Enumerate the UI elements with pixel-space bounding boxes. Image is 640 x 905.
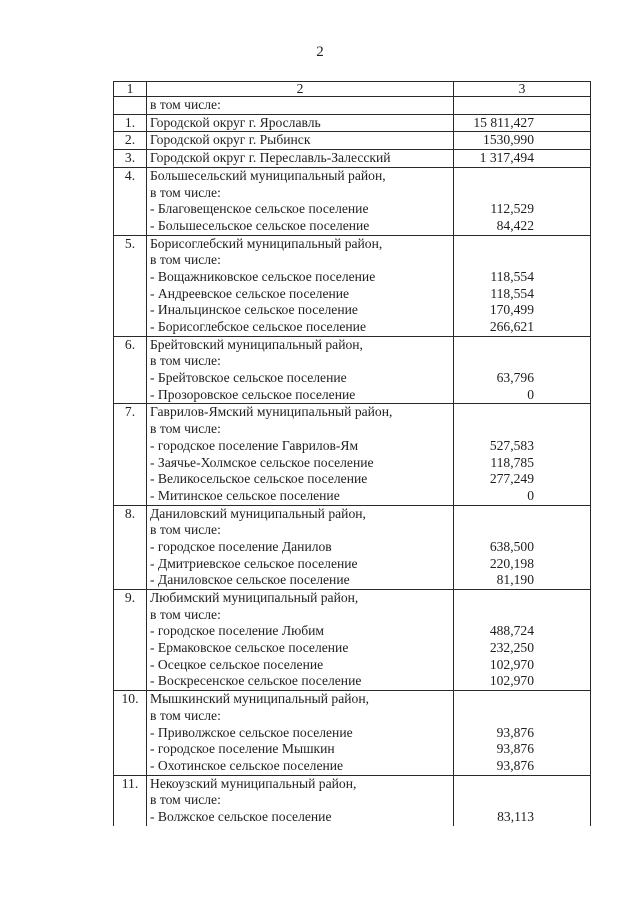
table-row bbox=[114, 114, 591, 132]
row-number: 9. bbox=[114, 590, 147, 691]
row-description bbox=[147, 132, 454, 150]
amount-value: 83,113 bbox=[497, 808, 534, 824]
description-line: в том числе: bbox=[150, 421, 221, 437]
description-line: в том числе: bbox=[150, 606, 221, 622]
table-body bbox=[114, 82, 591, 826]
description-line: - Вощажниковское сельское поселение bbox=[150, 268, 376, 284]
amount-value: 102,970 bbox=[489, 673, 534, 689]
row-number: 10. bbox=[114, 691, 147, 775]
amount-value: 93,876 bbox=[496, 724, 534, 740]
description-line: в том числе: bbox=[150, 252, 221, 268]
table-row bbox=[114, 235, 591, 336]
amount-value bbox=[457, 236, 534, 253]
amount-value: 527,583 bbox=[489, 437, 534, 453]
row-description bbox=[147, 235, 454, 336]
description-line: - Охотинское сельское поселение bbox=[150, 757, 344, 773]
description-line: - Осецкое сельское поселение bbox=[150, 656, 324, 672]
row-description bbox=[147, 114, 454, 132]
row-number: 11. bbox=[114, 775, 147, 826]
row-value bbox=[454, 167, 591, 235]
table-row bbox=[114, 505, 591, 589]
description-line: - городское поселение Мышкин bbox=[150, 741, 335, 757]
amount-value: 84,422 bbox=[496, 217, 534, 233]
header-row bbox=[114, 82, 591, 97]
amount-value: 266,621 bbox=[489, 319, 534, 334]
entity-name: Некоузский муниципальный район, bbox=[150, 775, 357, 791]
amount-value: 112,529 bbox=[490, 201, 534, 217]
budget-table bbox=[113, 81, 591, 826]
table-row bbox=[114, 590, 591, 691]
amount-value bbox=[457, 607, 534, 624]
row-value bbox=[454, 132, 591, 150]
amount-value bbox=[457, 792, 534, 809]
entity-name: Любимский муниципальный район, bbox=[150, 590, 359, 605]
description-line: в том числе: bbox=[150, 792, 221, 808]
description-line: в том числе: bbox=[150, 184, 221, 200]
row-number: 7. bbox=[114, 404, 147, 505]
row-value bbox=[454, 114, 591, 132]
table-row bbox=[114, 691, 591, 775]
amount-value bbox=[457, 506, 534, 523]
row-value bbox=[454, 404, 591, 505]
amount-value: 1 317,494 bbox=[479, 150, 534, 166]
entity-name: Брейтовский муниципальный район, bbox=[150, 336, 363, 352]
description-line: - Волжское сельское поселение bbox=[150, 808, 332, 824]
description-line: - Борисоглебское сельское поселение bbox=[150, 319, 366, 334]
entity-name: Даниловский муниципальный район, bbox=[150, 505, 366, 521]
amount-value bbox=[457, 590, 534, 607]
row-description bbox=[147, 590, 454, 691]
description-line: - Благовещенское сельское поселение bbox=[150, 201, 369, 217]
amount-value: 0 bbox=[527, 386, 534, 402]
description-line: в том числе: bbox=[150, 707, 221, 723]
description-line: - Великосельское сельское поселение bbox=[150, 471, 368, 487]
amount-value: 220,198 bbox=[489, 555, 534, 571]
description-line: в том числе: bbox=[150, 353, 221, 369]
intro-text: в том числе: bbox=[147, 97, 454, 115]
amount-value: 638,500 bbox=[489, 538, 534, 554]
row-description bbox=[147, 404, 454, 505]
entity-name: Большесельский муниципальный район, bbox=[150, 167, 386, 183]
row-number: 3. bbox=[114, 150, 147, 168]
row-value bbox=[454, 775, 591, 826]
row-number: 5. bbox=[114, 235, 147, 336]
row-number: 1. bbox=[114, 114, 147, 132]
amount-value bbox=[457, 421, 534, 438]
row-description bbox=[147, 150, 454, 168]
entity-name: Городской округ г. Ярославль bbox=[150, 114, 321, 130]
intro-value-cell bbox=[454, 97, 591, 115]
table-row bbox=[114, 167, 591, 235]
amount-value bbox=[457, 185, 534, 202]
row-number: 2. bbox=[114, 132, 147, 150]
amount-value: 1530,990 bbox=[483, 132, 534, 148]
amount-value bbox=[457, 691, 534, 708]
amount-value: 277,249 bbox=[489, 471, 534, 487]
description-line: - городское поселение Любим bbox=[150, 623, 325, 639]
row-value bbox=[454, 691, 591, 775]
header-col-3: 3 bbox=[454, 82, 591, 97]
table-row bbox=[114, 150, 591, 168]
description-line: - Митинское сельское поселение bbox=[150, 487, 340, 503]
header-col-1: 1 bbox=[114, 82, 147, 97]
amount-value bbox=[457, 252, 534, 269]
description-line: - Инальцинское сельское поселение bbox=[150, 302, 358, 318]
header-col-2: 2 bbox=[147, 82, 454, 97]
entity-name: Городской округ г. Рыбинск bbox=[150, 132, 311, 148]
row-description bbox=[147, 775, 454, 826]
amount-value: 93,876 bbox=[496, 757, 534, 773]
amount-value bbox=[457, 708, 534, 725]
amount-value bbox=[457, 404, 534, 421]
entity-name: Борисоглебский муниципальный район, bbox=[150, 235, 383, 251]
row-number: 6. bbox=[114, 336, 147, 404]
amount-value bbox=[457, 353, 534, 370]
row-description bbox=[147, 336, 454, 404]
intro-num-cell bbox=[114, 97, 147, 115]
row-description bbox=[147, 505, 454, 589]
description-line: - Брейтовское сельское поселение bbox=[150, 370, 347, 386]
description-line: - городское поселение Гаврилов-Ям bbox=[150, 437, 359, 453]
table-row bbox=[114, 775, 591, 826]
amount-value bbox=[457, 337, 534, 354]
amount-value: 0 bbox=[527, 487, 534, 503]
amount-value: 118,554 bbox=[490, 268, 534, 284]
amount-value bbox=[457, 776, 534, 793]
page-number: 2 bbox=[316, 44, 324, 60]
description-line: в том числе: bbox=[150, 522, 221, 538]
description-line: - Приволжское сельское поселение bbox=[150, 724, 353, 740]
description-line: - Андреевское сельское поселение bbox=[150, 285, 350, 301]
amount-value: 232,250 bbox=[489, 640, 534, 656]
row-description bbox=[147, 167, 454, 235]
amount-value: 118,785 bbox=[490, 454, 534, 470]
amount-value: 488,724 bbox=[489, 623, 534, 639]
description-line: - Дмитриевское сельское поселение bbox=[150, 555, 358, 571]
row-description bbox=[147, 691, 454, 775]
entity-name: Гаврилов-Ямский муниципальный район, bbox=[150, 404, 393, 420]
description-line: - Воскресенское сельское поселение bbox=[150, 673, 362, 689]
amount-value: 63,796 bbox=[496, 370, 534, 386]
amount-value: 15 811,427 bbox=[473, 114, 534, 130]
entity-name: Мышкинский муниципальный район, bbox=[150, 691, 369, 707]
intro-row bbox=[114, 97, 591, 115]
description-line: - Прозоровское сельское поселение bbox=[150, 386, 356, 402]
description-line: - Ермаковское сельское поселение bbox=[150, 640, 349, 656]
description-line: - Большесельское сельское поселение bbox=[150, 217, 370, 233]
row-number: 8. bbox=[114, 505, 147, 589]
table-row bbox=[114, 404, 591, 505]
row-value bbox=[454, 590, 591, 691]
description-line: - Даниловское сельское поселение bbox=[150, 572, 350, 588]
amount-value: 93,876 bbox=[496, 741, 534, 757]
amount-value bbox=[457, 522, 534, 539]
table-row bbox=[114, 336, 591, 404]
description-line: - Заячье-Холмское сельское поселение bbox=[150, 454, 374, 470]
row-number: 4. bbox=[114, 167, 147, 235]
row-value bbox=[454, 235, 591, 336]
amount-value: 170,499 bbox=[489, 302, 534, 318]
table-row bbox=[114, 132, 591, 150]
row-value bbox=[454, 336, 591, 404]
entity-name: Городской округ г. Переславль-Залесский bbox=[150, 150, 391, 166]
row-value bbox=[454, 150, 591, 168]
row-value bbox=[454, 505, 591, 589]
amount-value: 118,554 bbox=[490, 285, 534, 301]
description-line: - городское поселение Данилов bbox=[150, 538, 332, 554]
amount-value: 102,970 bbox=[489, 656, 534, 672]
amount-value bbox=[457, 168, 534, 185]
amount-value: 81,190 bbox=[496, 572, 534, 588]
